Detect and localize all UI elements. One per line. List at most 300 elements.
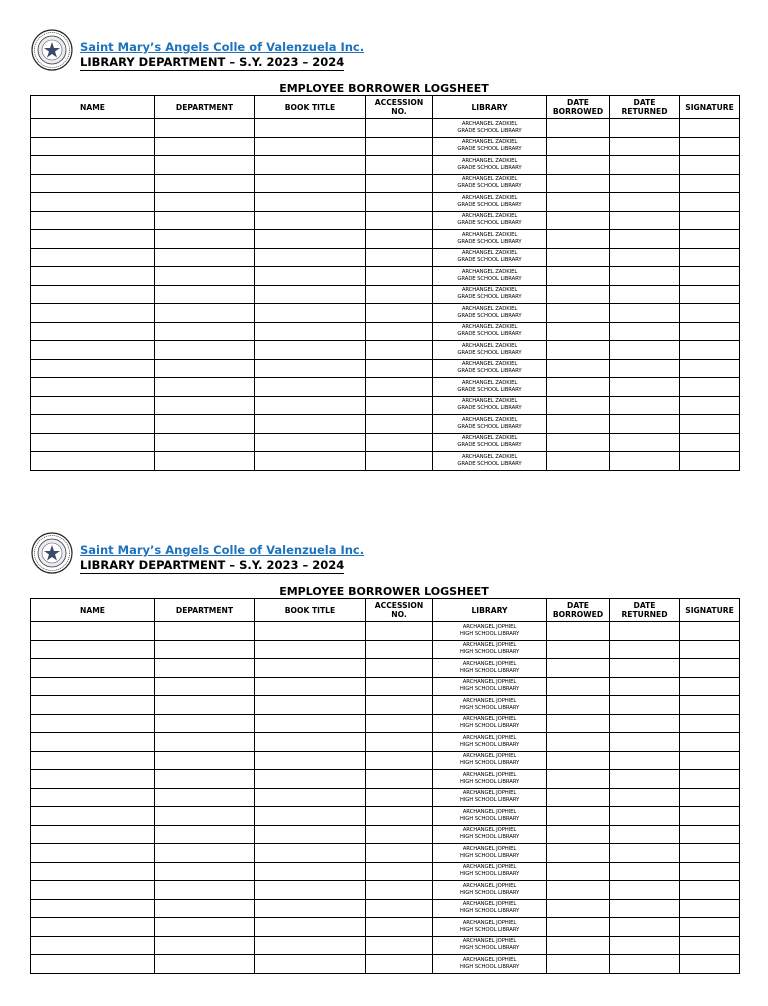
date-returned-cell[interactable] [610,193,680,212]
department-cell[interactable] [155,378,255,397]
date-borrowed-cell[interactable] [547,770,610,789]
library-cell [433,322,547,341]
department-cell[interactable] [155,341,255,360]
signature-cell[interactable] [680,452,740,471]
date-borrowed-cell[interactable] [547,751,610,770]
department-cell[interactable] [155,714,255,733]
department-cell[interactable] [155,659,255,678]
accession-no-cell[interactable] [366,433,433,452]
accession-no-cell[interactable] [366,267,433,286]
accession-no-cell[interactable] [366,452,433,471]
signature-cell[interactable] [680,415,740,434]
signature-cell[interactable] [680,807,740,826]
accession-no-cell[interactable] [366,285,433,304]
library-name-line2: GRADE SCHOOL LIBRARY [457,349,522,356]
date-borrowed-cell[interactable] [547,119,610,138]
department-cell[interactable] [155,285,255,304]
library-cell [433,659,547,678]
department-cell[interactable] [155,433,255,452]
date-returned-cell[interactable] [610,899,680,918]
signature-cell[interactable] [680,230,740,249]
accession-no-cell[interactable] [366,622,433,641]
name-cell[interactable] [31,899,155,918]
library-name-line2: GRADE SCHOOL LIBRARY [457,220,522,227]
library-cell [433,285,547,304]
library-name-line2: GRADE SCHOOL LIBRARY [457,331,522,338]
book-title-cell[interactable] [255,825,366,844]
library-name-line1: ARCHANGEL JOPHIEL [462,734,517,741]
date-returned-cell[interactable] [610,341,680,360]
signature-cell[interactable] [680,955,740,974]
table-row [31,696,740,715]
library-cell [433,918,547,937]
accession-no-cell[interactable] [366,807,433,826]
name-cell[interactable] [31,359,155,378]
library-name-line2: HIGH SCHOOL LIBRARY [459,815,520,822]
date-returned-cell[interactable] [610,378,680,397]
signature-cell[interactable] [680,211,740,230]
department-cell[interactable] [155,844,255,863]
table-row [31,788,740,807]
accession-no-cell[interactable] [366,640,433,659]
library-name-line2: HIGH SCHOOL LIBRARY [459,667,520,674]
date-borrowed-cell[interactable] [547,137,610,156]
department-cell[interactable] [155,955,255,974]
date-returned-cell[interactable] [610,918,680,937]
accession-no-cell[interactable] [366,659,433,678]
accession-no-cell[interactable] [366,918,433,937]
accession-no-cell[interactable] [366,415,433,434]
signature-cell[interactable] [680,285,740,304]
department-cell[interactable] [155,807,255,826]
signature-cell[interactable] [680,341,740,360]
department-cell[interactable] [155,396,255,415]
table-row [31,770,740,789]
date-returned-cell[interactable] [610,433,680,452]
date-borrowed-cell[interactable] [547,433,610,452]
date-returned-cell[interactable] [610,119,680,138]
name-cell[interactable] [31,322,155,341]
name-cell[interactable] [31,622,155,641]
date-returned-cell[interactable] [610,696,680,715]
department-cell[interactable] [155,267,255,286]
date-borrowed-cell[interactable] [547,415,610,434]
name-cell[interactable] [31,677,155,696]
name-cell[interactable] [31,341,155,360]
signature-cell[interactable] [680,899,740,918]
date-returned-cell[interactable] [610,211,680,230]
book-title-cell[interactable] [255,359,366,378]
book-title-cell[interactable] [255,433,366,452]
book-title-cell[interactable] [255,733,366,752]
name-cell[interactable] [31,248,155,267]
signature-cell[interactable] [680,918,740,937]
accession-no-cell[interactable] [366,396,433,415]
name-cell[interactable] [31,714,155,733]
signature-cell[interactable] [680,156,740,175]
date-borrowed-cell[interactable] [547,955,610,974]
library-name-line1: ARCHANGEL ZADKIEL [461,231,518,238]
accession-no-cell[interactable] [366,770,433,789]
signature-cell[interactable] [680,733,740,752]
signature-cell[interactable] [680,659,740,678]
book-title-cell[interactable] [255,622,366,641]
date-returned-cell[interactable] [610,359,680,378]
name-cell[interactable] [31,844,155,863]
signature-cell[interactable] [680,696,740,715]
name-cell[interactable] [31,696,155,715]
accession-no-cell[interactable] [366,677,433,696]
department-cell[interactable] [155,622,255,641]
name-cell[interactable] [31,285,155,304]
accession-no-cell[interactable] [366,174,433,193]
date-returned-cell[interactable] [610,714,680,733]
date-borrowed-cell[interactable] [547,267,610,286]
department-cell[interactable] [155,119,255,138]
date-returned-cell[interactable] [610,452,680,471]
book-title-cell[interactable] [255,119,366,138]
date-returned-cell[interactable] [610,230,680,249]
name-cell[interactable] [31,193,155,212]
date-borrowed-cell[interactable] [547,677,610,696]
date-returned-cell[interactable] [610,788,680,807]
date-borrowed-cell[interactable] [547,788,610,807]
signature-cell[interactable] [680,433,740,452]
date-borrowed-cell[interactable] [547,696,610,715]
accession-no-cell[interactable] [366,899,433,918]
book-title-cell[interactable] [255,193,366,212]
name-cell[interactable] [31,862,155,881]
date-borrowed-cell[interactable] [547,341,610,360]
table-row [31,659,740,678]
date-returned-cell[interactable] [610,415,680,434]
date-borrowed-cell[interactable] [547,881,610,900]
signature-cell[interactable] [680,677,740,696]
book-title-cell[interactable] [255,415,366,434]
book-title-cell[interactable] [255,844,366,863]
accession-no-cell[interactable] [366,825,433,844]
accession-no-cell[interactable] [366,714,433,733]
department-cell[interactable] [155,733,255,752]
table-row [31,304,740,323]
library-name-line2: GRADE SCHOOL LIBRARY [457,238,522,245]
book-title-cell[interactable] [255,677,366,696]
accession-no-cell[interactable] [366,119,433,138]
department-cell[interactable] [155,359,255,378]
department-cell[interactable] [155,918,255,937]
date-borrowed-cell[interactable] [547,807,610,826]
name-cell[interactable] [31,119,155,138]
name-cell[interactable] [31,433,155,452]
signature-cell[interactable] [680,322,740,341]
accession-no-cell[interactable] [366,304,433,323]
date-returned-cell[interactable] [610,267,680,286]
department-cell[interactable] [155,677,255,696]
book-title-cell[interactable] [255,378,366,397]
date-borrowed-cell[interactable] [547,193,610,212]
book-title-cell[interactable] [255,899,366,918]
department-cell[interactable] [155,156,255,175]
accession-no-cell[interactable] [366,156,433,175]
name-cell[interactable] [31,733,155,752]
date-borrowed-cell[interactable] [547,211,610,230]
library-name-line1: ARCHANGEL ZADKIEL [461,435,518,442]
department-cell[interactable] [155,696,255,715]
library-cell [433,137,547,156]
name-cell[interactable] [31,396,155,415]
book-title-cell[interactable] [255,211,366,230]
book-title-cell[interactable] [255,696,366,715]
date-borrowed-cell[interactable] [547,918,610,937]
book-title-cell[interactable] [255,881,366,900]
name-cell[interactable] [31,304,155,323]
accession-no-cell[interactable] [366,230,433,249]
department-cell[interactable] [155,174,255,193]
date-borrowed-cell[interactable] [547,248,610,267]
name-cell[interactable] [31,640,155,659]
name-cell[interactable] [31,770,155,789]
name-cell[interactable] [31,230,155,249]
date-returned-cell[interactable] [610,622,680,641]
date-returned-cell[interactable] [610,881,680,900]
department-cell[interactable] [155,788,255,807]
accession-no-cell[interactable] [366,193,433,212]
book-title-cell[interactable] [255,788,366,807]
date-returned-cell[interactable] [610,659,680,678]
signature-cell[interactable] [680,881,740,900]
department-cell[interactable] [155,322,255,341]
date-returned-cell[interactable] [610,733,680,752]
signature-cell[interactable] [680,825,740,844]
signature-cell[interactable] [680,751,740,770]
date-returned-cell[interactable] [610,955,680,974]
date-borrowed-cell[interactable] [547,640,610,659]
school-seal-icon [31,532,73,574]
signature-cell[interactable] [680,174,740,193]
book-title-cell[interactable] [255,936,366,955]
date-returned-cell[interactable] [610,137,680,156]
date-borrowed-cell[interactable] [547,285,610,304]
name-cell[interactable] [31,378,155,397]
signature-cell[interactable] [680,193,740,212]
department-cell[interactable] [155,452,255,471]
name-cell[interactable] [31,788,155,807]
book-title-cell[interactable] [255,396,366,415]
date-borrowed-cell[interactable] [547,733,610,752]
name-cell[interactable] [31,156,155,175]
table-row [31,955,740,974]
date-borrowed-cell[interactable] [547,452,610,471]
department-cell[interactable] [155,640,255,659]
book-title-cell[interactable] [255,770,366,789]
signature-cell[interactable] [680,622,740,641]
table-body [31,622,740,974]
signature-cell[interactable] [680,770,740,789]
name-cell[interactable] [31,825,155,844]
accession-no-cell[interactable] [366,955,433,974]
date-returned-cell[interactable] [610,156,680,175]
date-returned-cell[interactable] [610,174,680,193]
department-cell[interactable] [155,936,255,955]
library-name-line2: HIGH SCHOOL LIBRARY [459,889,520,896]
date-returned-cell[interactable] [610,825,680,844]
date-returned-cell[interactable] [610,322,680,341]
date-returned-cell[interactable] [610,640,680,659]
accession-no-cell[interactable] [366,844,433,863]
date-returned-cell[interactable] [610,770,680,789]
book-title-cell[interactable] [255,452,366,471]
name-cell[interactable] [31,936,155,955]
date-borrowed-cell[interactable] [547,396,610,415]
date-returned-cell[interactable] [610,844,680,863]
date-borrowed-cell[interactable] [547,844,610,863]
date-borrowed-cell[interactable] [547,714,610,733]
library-name-line2: GRADE SCHOOL LIBRARY [457,386,522,393]
date-borrowed-cell[interactable] [547,230,610,249]
signature-cell[interactable] [680,640,740,659]
library-name-line1: ARCHANGEL ZADKIEL [461,324,518,331]
signature-cell[interactable] [680,396,740,415]
department-cell[interactable] [155,770,255,789]
name-cell[interactable] [31,415,155,434]
date-borrowed-cell[interactable] [547,304,610,323]
library-name-line1: ARCHANGEL ZADKIEL [461,194,518,201]
date-returned-cell[interactable] [610,248,680,267]
accession-no-cell[interactable] [366,936,433,955]
date-borrowed-cell[interactable] [547,659,610,678]
department-cell[interactable] [155,248,255,267]
name-cell[interactable] [31,174,155,193]
book-title-cell[interactable] [255,267,366,286]
signature-cell[interactable] [680,359,740,378]
signature-cell[interactable] [680,378,740,397]
table-row [31,825,740,844]
name-cell[interactable] [31,807,155,826]
date-borrowed-cell[interactable] [547,825,610,844]
name-cell[interactable] [31,137,155,156]
date-borrowed-cell[interactable] [547,322,610,341]
book-title-cell[interactable] [255,341,366,360]
book-title-cell[interactable] [255,137,366,156]
name-cell[interactable] [31,751,155,770]
signature-cell[interactable] [680,844,740,863]
date-borrowed-cell[interactable] [547,378,610,397]
signature-cell[interactable] [680,304,740,323]
signature-cell[interactable] [680,248,740,267]
book-title-cell[interactable] [255,659,366,678]
accession-no-cell[interactable] [366,322,433,341]
table-row [31,899,740,918]
department-cell[interactable] [155,881,255,900]
date-borrowed-cell[interactable] [547,174,610,193]
book-title-cell[interactable] [255,807,366,826]
signature-cell[interactable] [680,862,740,881]
date-borrowed-cell[interactable] [547,622,610,641]
book-title-cell[interactable] [255,918,366,937]
book-title-cell[interactable] [255,714,366,733]
date-borrowed-cell[interactable] [547,156,610,175]
date-returned-cell[interactable] [610,304,680,323]
date-returned-cell[interactable] [610,751,680,770]
signature-cell[interactable] [680,267,740,286]
accession-no-cell[interactable] [366,881,433,900]
book-title-cell[interactable] [255,862,366,881]
department-cell[interactable] [155,751,255,770]
department-cell[interactable] [155,899,255,918]
date-returned-cell[interactable] [610,862,680,881]
department-cell[interactable] [155,825,255,844]
department-cell[interactable] [155,137,255,156]
accession-no-cell[interactable] [366,248,433,267]
name-cell[interactable] [31,211,155,230]
name-cell[interactable] [31,881,155,900]
book-title-cell[interactable] [255,156,366,175]
department-cell[interactable] [155,862,255,881]
library-name-line2: HIGH SCHOOL LIBRARY [459,926,520,933]
book-title-cell[interactable] [255,751,366,770]
date-returned-cell[interactable] [610,807,680,826]
book-title-cell[interactable] [255,322,366,341]
department-cell[interactable] [155,304,255,323]
signature-cell[interactable] [680,137,740,156]
library-name-line2: HIGH SCHOOL LIBRARY [459,760,520,767]
date-returned-cell[interactable] [610,285,680,304]
name-cell[interactable] [31,659,155,678]
date-returned-cell[interactable] [610,396,680,415]
department-cell[interactable] [155,230,255,249]
date-borrowed-cell[interactable] [547,862,610,881]
accession-no-cell[interactable] [366,696,433,715]
accession-no-cell[interactable] [366,378,433,397]
signature-cell[interactable] [680,714,740,733]
book-title-cell[interactable] [255,285,366,304]
accession-no-cell[interactable] [366,137,433,156]
name-cell[interactable] [31,918,155,937]
book-title-cell[interactable] [255,955,366,974]
signature-cell[interactable] [680,119,740,138]
date-borrowed-cell[interactable] [547,936,610,955]
accession-no-cell[interactable] [366,733,433,752]
signature-cell[interactable] [680,788,740,807]
accession-no-cell[interactable] [366,359,433,378]
book-title-cell[interactable] [255,304,366,323]
accession-no-cell[interactable] [366,341,433,360]
library-name-line1: ARCHANGEL ZADKIEL [461,157,518,164]
department-cell[interactable] [155,211,255,230]
library-cell [433,899,547,918]
book-title-cell[interactable] [255,174,366,193]
book-title-cell[interactable] [255,640,366,659]
date-returned-cell[interactable] [610,936,680,955]
accession-no-cell[interactable] [366,788,433,807]
date-borrowed-cell[interactable] [547,899,610,918]
accession-no-cell[interactable] [366,751,433,770]
date-returned-cell[interactable] [610,677,680,696]
department-cell[interactable] [155,193,255,212]
department-cell[interactable] [155,415,255,434]
book-title-cell[interactable] [255,248,366,267]
signature-cell[interactable] [680,936,740,955]
accession-no-cell[interactable] [366,862,433,881]
date-borrowed-cell[interactable] [547,359,610,378]
book-title-cell[interactable] [255,230,366,249]
name-cell[interactable] [31,955,155,974]
name-cell[interactable] [31,267,155,286]
name-cell[interactable] [31,452,155,471]
accession-no-cell[interactable] [366,211,433,230]
date-borrowed-column-header: DATE BORROWED [547,599,610,622]
library-name-line1: ARCHANGEL ZADKIEL [461,305,518,312]
